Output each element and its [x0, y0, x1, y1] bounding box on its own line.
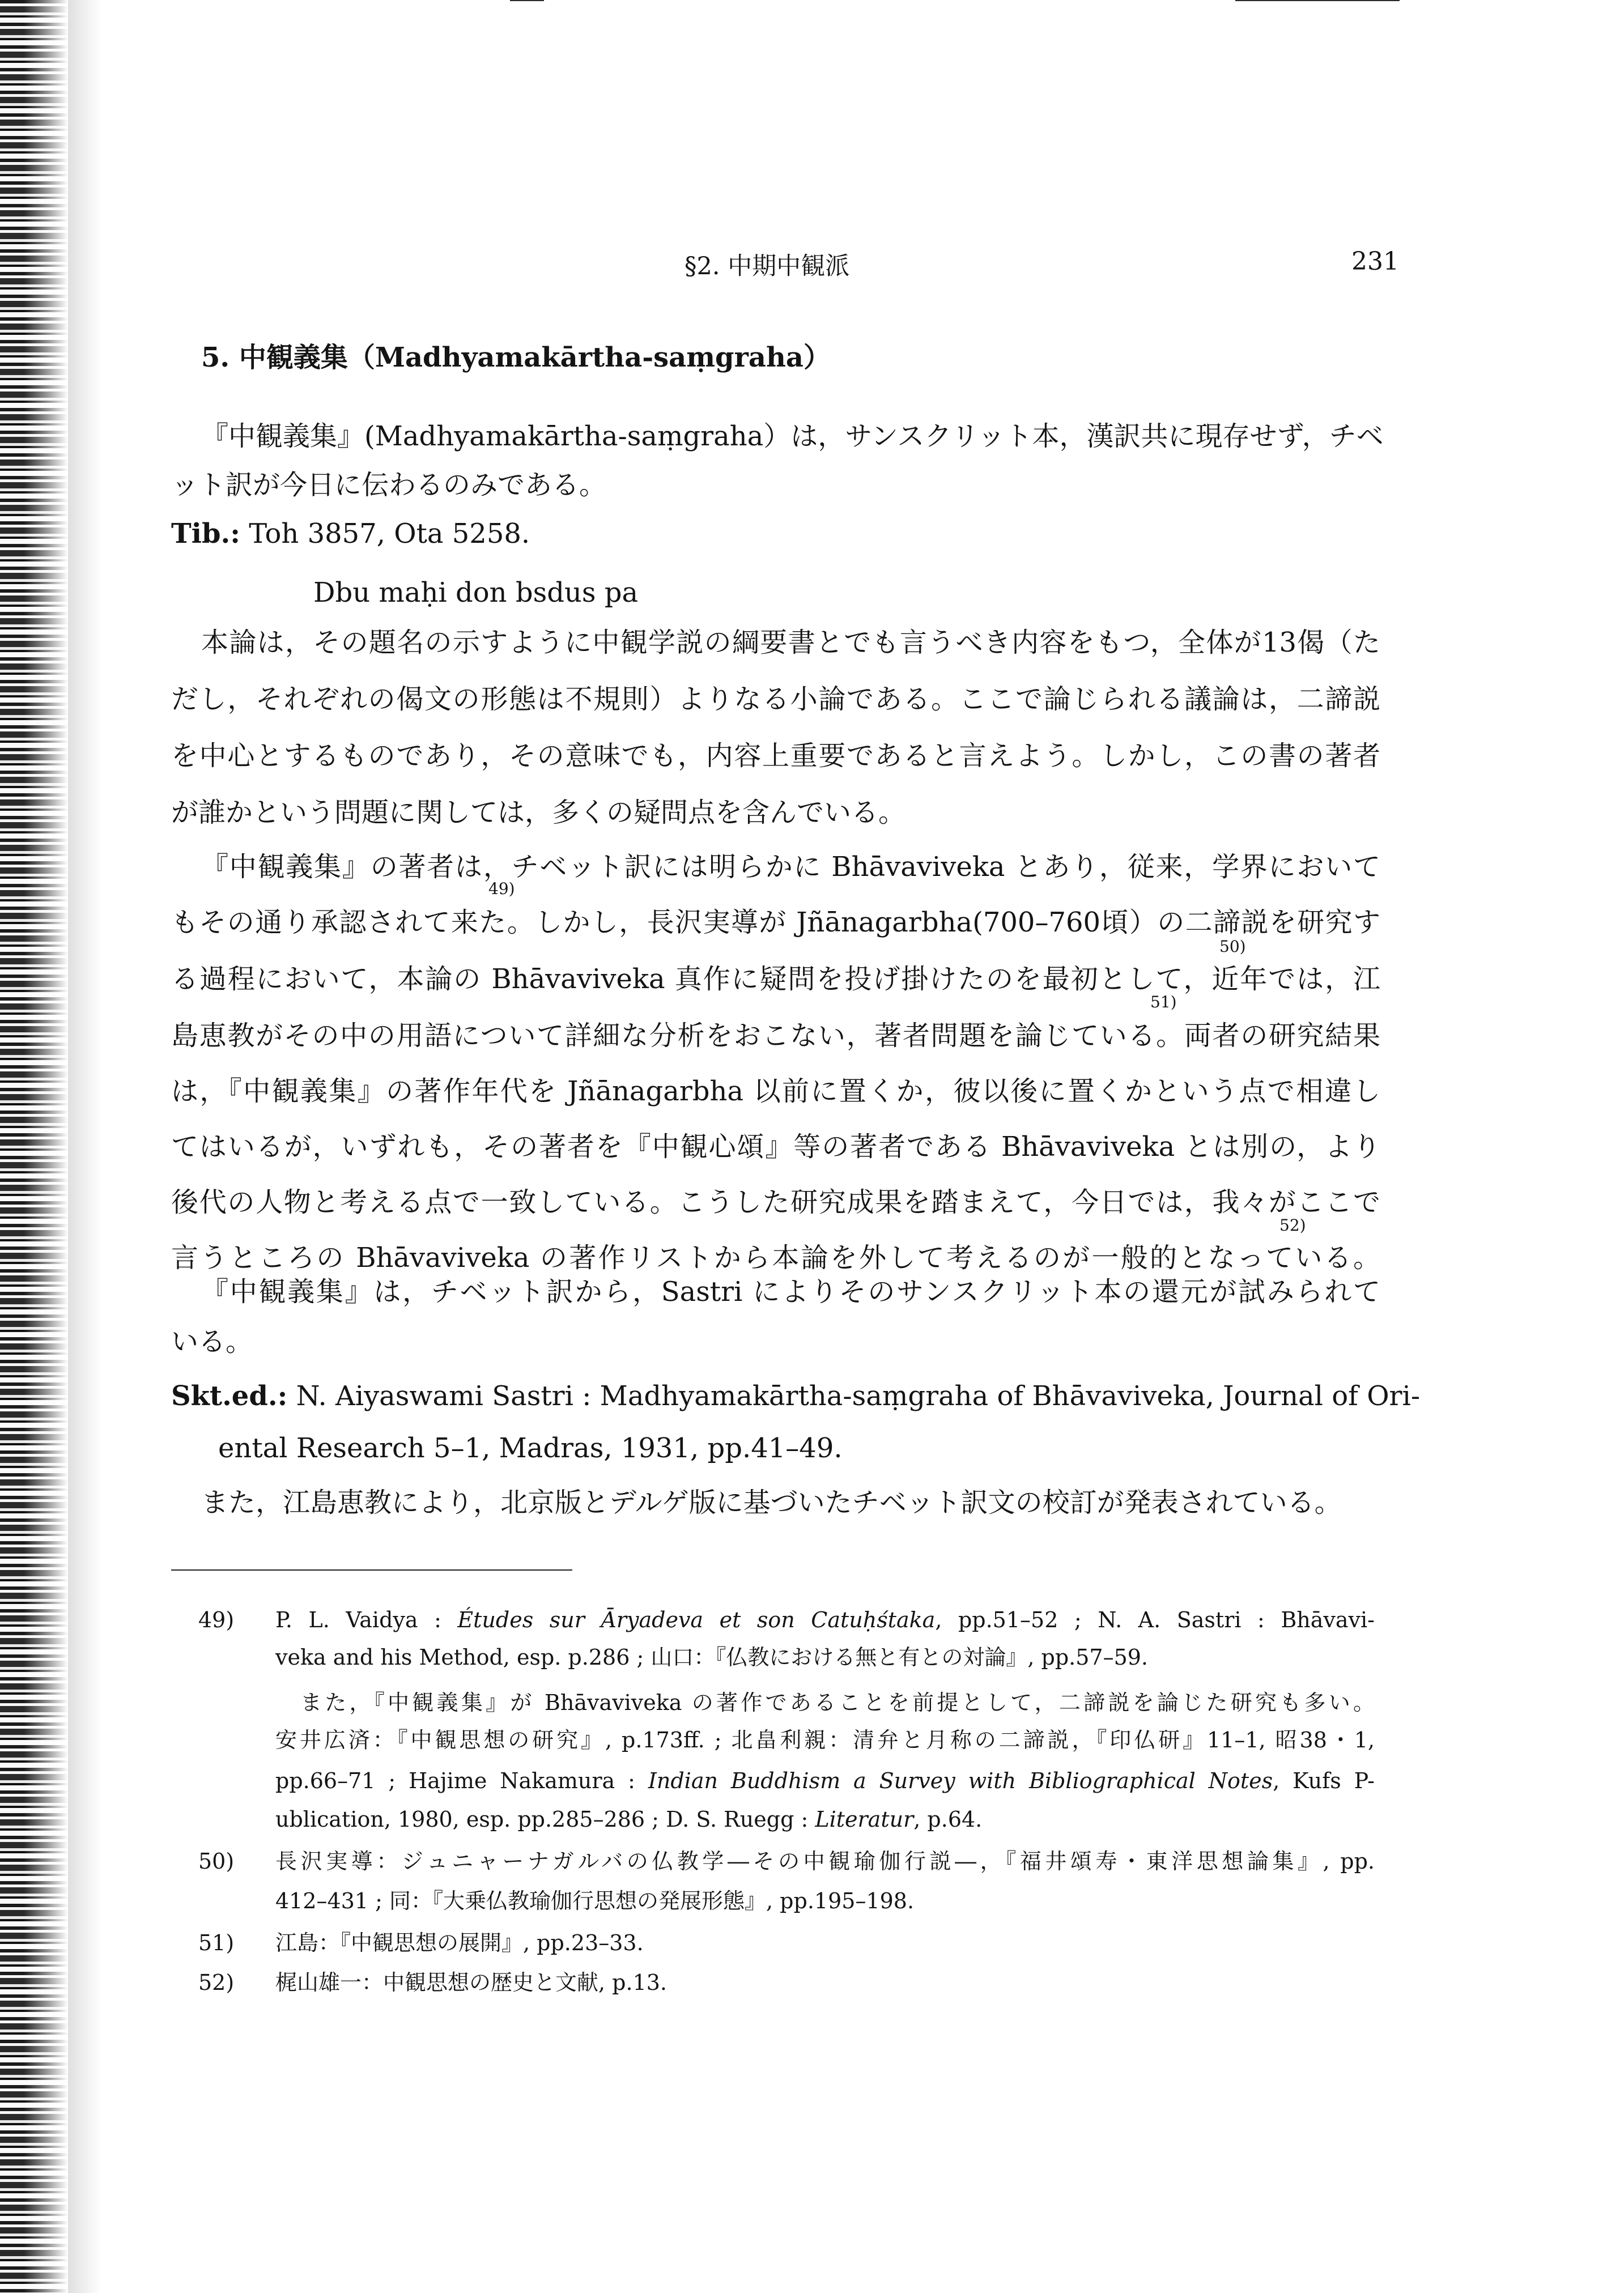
- footnote-text: P. L. Vaidya :: [275, 1607, 458, 1632]
- paragraph-line: 本論は，その題名の示すように中観学説の綱要書とでも言うべき内容をもつ，全体が13偈（た: [201, 627, 1380, 658]
- paragraph-line: 『中観義集』は，チベット訳から，Sastri によりそのサンスクリット本の還元が試みられて: [201, 1276, 1380, 1308]
- paragraph-line: は，『中観義集』の著作年代を Jñānagarbha 以前に置くか，彼以後に置くかという点で相違し: [171, 1075, 1380, 1107]
- tib-label: Tib.:: [171, 518, 240, 550]
- paragraph-line: だし，それぞれの偈文の形態は不規則）よりなる小論である。ここで論じられる議論は，二諦説: [171, 683, 1380, 715]
- running-header: §2. 中期中観派: [685, 252, 850, 280]
- footnote-title: Literatur: [815, 1807, 914, 1832]
- paragraph-line: てはいるが，いずれも，その著者を『中観心頌』等の著者である Bhāvaviveka とは別の，より: [171, 1131, 1380, 1163]
- footnote-line: [275, 1809, 982, 1830]
- footnote-text: , p.64.: [913, 1807, 983, 1832]
- footnote-number: 52): [198, 1970, 235, 1995]
- footnote-text: , Kufs P-: [1273, 1768, 1375, 1793]
- footnote-rule: [171, 1569, 572, 1571]
- paragraph-line: 『中観義集』(Madhyamakārtha-saṃgraha）は，サンスクリット本，漢訳共に現存せず，チベ: [201, 420, 1384, 452]
- footnote-title: Indian Buddhism a Survey with Bibliographical Notes: [648, 1768, 1273, 1793]
- paragraph-line: ット訳が今日に伝わるのみである。: [171, 469, 607, 501]
- skt-label: Skt.ed.:: [171, 1380, 288, 1412]
- paragraph-line: 言うところの Bhāvaviveka の著作リストから本論を外して考えるのが一般的となっている。: [171, 1242, 1380, 1274]
- footnote-line: 江島：『中観思想の展開』, pp.23–33.: [275, 1930, 644, 1955]
- footnote-line: 梶山雄一：中観思想の歴史と文献, p.13.: [275, 1970, 667, 1995]
- scan-top-mark: [1235, 0, 1400, 1]
- footnote-number: 49): [198, 1607, 235, 1632]
- footnote-ref: 52): [1279, 1216, 1306, 1235]
- scan-shadow: [68, 0, 102, 2293]
- footnote-line: [275, 1770, 1375, 1792]
- paragraph-line: る過程において，本論の Bhāvaviveka 真作に疑問を投げ掛けたのを最初として，近年では，江: [171, 963, 1380, 995]
- footnote-line: veka and his Method, esp. p.286 ; 山口：『仏教における無と有との対論』, pp.57–59.: [275, 1645, 1149, 1670]
- footnote-line: 安井広済：『中観思想の研究』, p.173ff. ; 北畠利親：清弁と月称の二諦説，『印仏研』11–1, 昭38・1,: [275, 1728, 1375, 1752]
- tib-title: Dbu maḥi don bsdus pa: [313, 577, 639, 609]
- paragraph-line: 島恵教がその中の用語について詳細な分析をおこない，著者問題を論じている。両者の研究結果: [171, 1020, 1380, 1052]
- footnote-ref: 50): [1219, 937, 1246, 956]
- footnote-title: Études sur Āryadeva et son Catuḥśtaka: [457, 1607, 936, 1632]
- footnote-ref: 49): [488, 879, 515, 898]
- section-title: 5. 中観義集（Madhyamakārtha-saṃgraha）: [201, 342, 831, 373]
- footnote-number: 51): [198, 1930, 235, 1955]
- skt-text: N. Aiyaswami Sastri : Madhyamakārtha-saṃgraha of Bhāvaviveka, Journal of Ori-: [287, 1380, 1421, 1412]
- page-number: 231: [1351, 247, 1399, 276]
- paragraph-line: を中心とするものであり，その意味でも，内容上重要であると言えよう。しかし，この書の著者: [171, 740, 1380, 772]
- footnote-number: 50): [198, 1849, 235, 1874]
- paragraph-line: また，江島恵教により，北京版とデルゲ版に基づいたチベット訳文の校訂が発表されている。: [201, 1487, 1342, 1518]
- footnote-line: また，『中観義集』が Bhāvaviveka の著作であることを前提として，二諦説を論じた研究も多い。: [300, 1690, 1375, 1715]
- footnote-text: , pp.51–52 ; N. A. Sastri : Bhāvavi-: [935, 1607, 1375, 1632]
- footnote-ref: 51): [1150, 993, 1177, 1011]
- footnote-text: ublication, 1980, esp. pp.285–286 ; D. S. Ruegg :: [275, 1807, 815, 1832]
- scan-binding-edge: [0, 0, 68, 2293]
- tib-text: Toh 3857, Ota 5258.: [240, 518, 530, 550]
- paragraph-line: 後代の人物と考える点で一致している。こうした研究成果を踏まえて，今日では，我々がここで: [171, 1186, 1380, 1218]
- skt-edition-cont: ental Research 5–1, Madras, 1931, pp.41–49.: [218, 1432, 843, 1464]
- paragraph-line: が誰かという問題に関しては，多くの疑問点を含んでいる。: [171, 797, 906, 828]
- footnote-text: pp.66–71 ; Hajime Nakamura :: [275, 1768, 648, 1793]
- paragraph-line: もその通り承認されて来た。しかし，長沢実導が Jñānagarbha(700–760頃）の二諦説を研究す: [171, 907, 1380, 938]
- skt-edition: [171, 1380, 1421, 1412]
- footnote-line: [275, 1609, 1375, 1631]
- footnote-line: 長沢実導：ジュニャーナガルバの仏教学―その中観瑜伽行説―，『福井頌寿・東洋思想論集』, pp.: [275, 1849, 1375, 1874]
- tib-reference: [171, 518, 530, 550]
- footnote-line: 412–431 ; 同：『大乗仏教瑜伽行思想の発展形態』, pp.195–198.: [275, 1888, 915, 1913]
- scan-top-mark: [510, 0, 544, 1]
- paragraph-line: いる。: [171, 1326, 253, 1358]
- paragraph-line: 『中観義集』の著者は，チベット訳には明らかに Bhāvaviveka とあり，従来，学界において: [201, 851, 1380, 883]
